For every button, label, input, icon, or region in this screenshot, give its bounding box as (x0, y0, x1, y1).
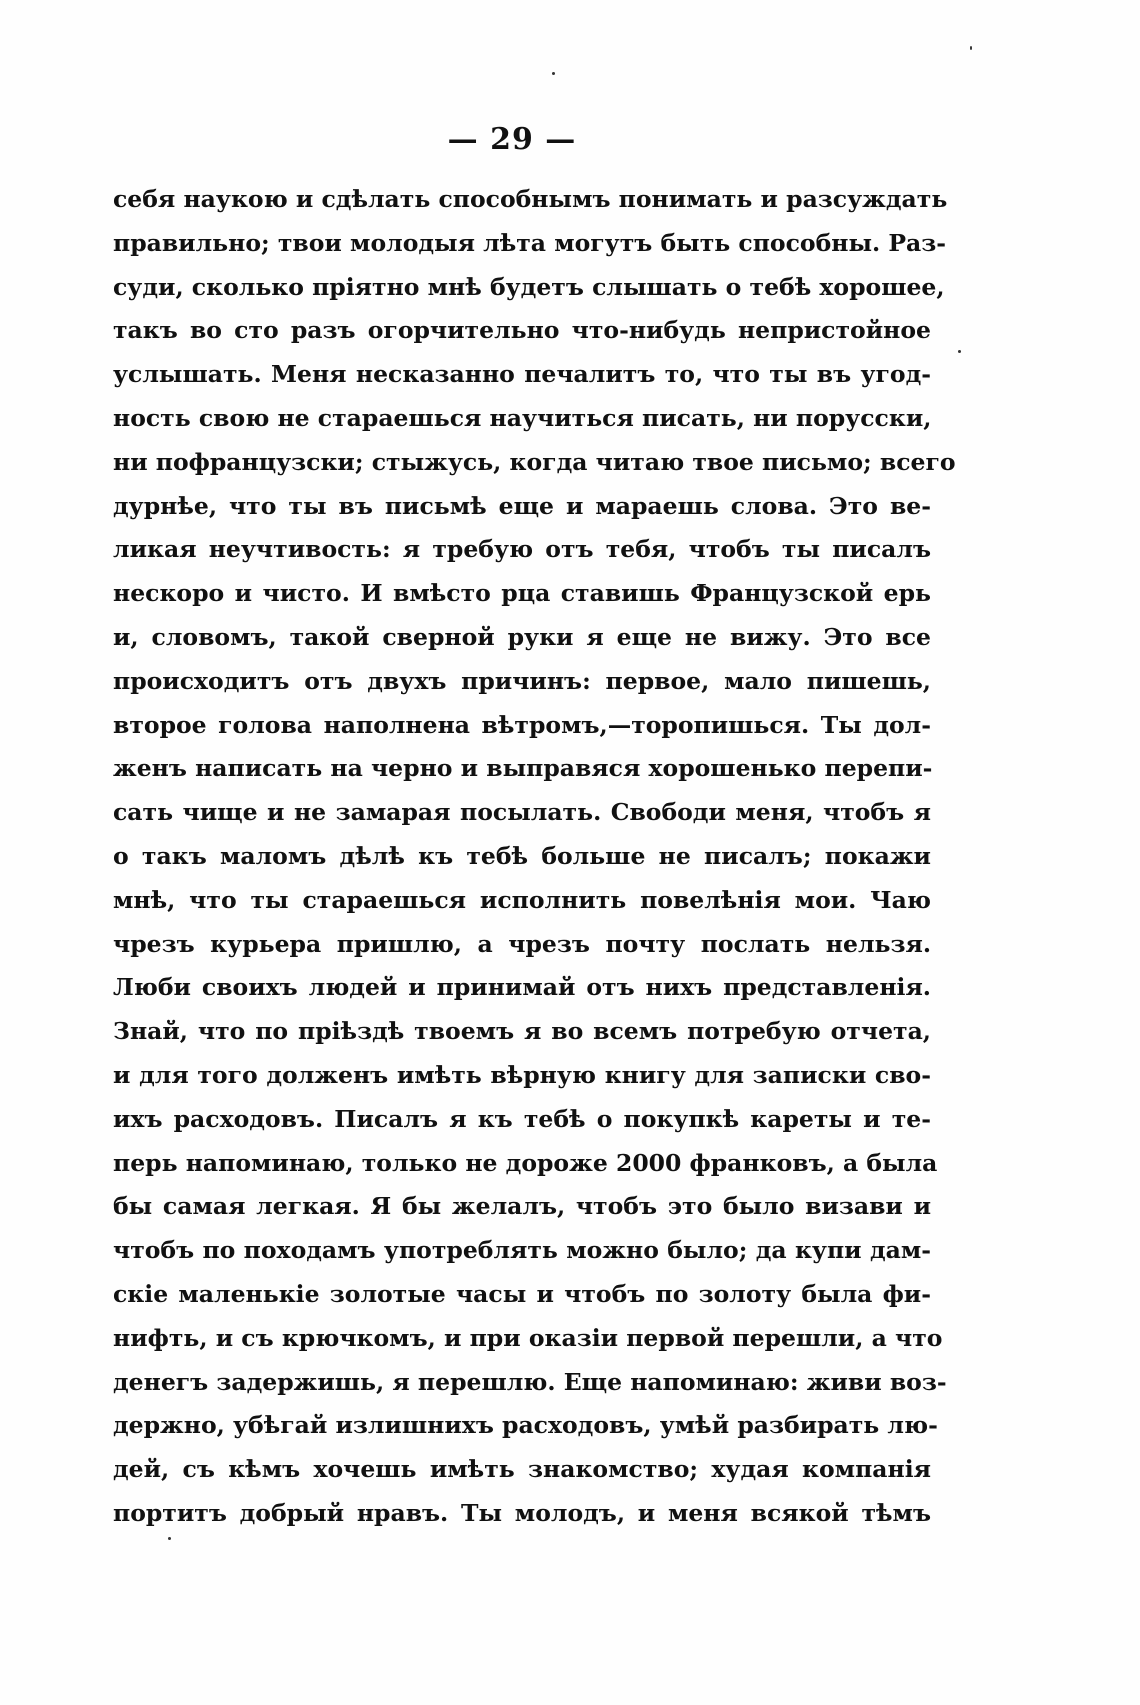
text-line: второе голова наполнена вѣтромъ,—торопишься. Ты дол- (113, 710, 931, 739)
text-line: портитъ добрый нравъ. Ты молодъ, и меня всякой тѣмъ (113, 1498, 931, 1527)
text-line: чтобъ по походамъ употреблять можно было; да купи дам- (113, 1236, 931, 1265)
text-line: и для того долженъ имѣть вѣрную книгу для записки сво- (113, 1060, 931, 1089)
text-line: ность свою не стараешься научиться писать, ни порусски, (113, 403, 932, 432)
text-line: такъ во сто разъ огорчительно что-нибудь непристойное (113, 316, 931, 345)
text-line: дурнѣе, что ты въ письмѣ еще и мараешь слова. Это ве- (113, 491, 931, 520)
text-line: скіе маленькіе золотые часы и чтобъ по золоту была фи- (113, 1279, 931, 1308)
text-line: правильно; твои молодыя лѣта могутъ быть способны. Раз- (113, 228, 947, 257)
text-line: о такъ маломъ дѣлѣ къ тебѣ больше не писалъ; покажи (113, 841, 931, 870)
text-line: нифть, и съ крючкомъ, и при оказіи первой перешли, а что (113, 1323, 943, 1352)
text-line: нескоро и чисто. И вмѣсто рца ставишь Французской ерь (113, 579, 931, 608)
text-line: денегъ задержишь, я перешлю. Еще напоминаю: живи воз- (113, 1367, 947, 1396)
text-line: дей, съ кѣмъ хочешь имѣть знакомство; худая компанія (113, 1455, 931, 1484)
print-speck (552, 72, 555, 75)
text-line: и, словомъ, такой сверной руки я еще не вижу. Это все (113, 622, 931, 651)
text-line: услышать. Меня несказанно печалитъ то, что ты въ угод- (113, 360, 931, 389)
text-line: бы самая легкая. Я бы желалъ, чтобъ это было визави и (113, 1192, 931, 1221)
text-line: Знай, что по пріѣздѣ твоемъ я во всемъ потребую отчета, (113, 1017, 931, 1046)
text-line: мнѣ, что ты стараешься исполнить повелѣнія мои. Чаю (113, 885, 931, 914)
text-line: ихъ расходовъ. Писалъ я къ тебѣ о покупкѣ кареты и те- (113, 1104, 931, 1133)
text-line: ликая неучтивость: я требую отъ тебя, чтобъ ты писалъ (113, 535, 931, 564)
print-speck (970, 46, 972, 50)
text-line: перь напоминаю, только не дороже 2000 франковъ, а была (113, 1148, 938, 1177)
print-speck (168, 1537, 171, 1540)
print-speck (958, 350, 961, 353)
text-line: женъ написать на черно и выправяся хорошенько перепи- (113, 754, 933, 783)
text-line: чрезъ курьера пришлю, а чрезъ почту послать нельзя. (113, 929, 931, 958)
page-number: — 29 — (447, 122, 577, 157)
text-line: суди, сколько пріятно мнѣ будетъ слышать о тебѣ хорошее, (113, 272, 945, 301)
text-line: сать чище и не замарая посылать. Свободи меня, чтобъ я (113, 798, 931, 827)
text-line: происходитъ отъ двухъ причинъ: первое, мало пишешь, (113, 666, 931, 695)
text-line: Люби своихъ людей и принимай отъ нихъ представленія. (113, 973, 931, 1002)
text-line: себя наукою и сдѣлать способнымъ понимать и разсуждать (113, 185, 948, 213)
body-text (113, 178, 956, 1536)
text-line: ни пофранцузски; стыжусь, когда читаю твое письмо; всего (113, 447, 956, 476)
text-line: держно, убѣгай излишнихъ расходовъ, умѣй разбирать лю- (113, 1411, 938, 1440)
